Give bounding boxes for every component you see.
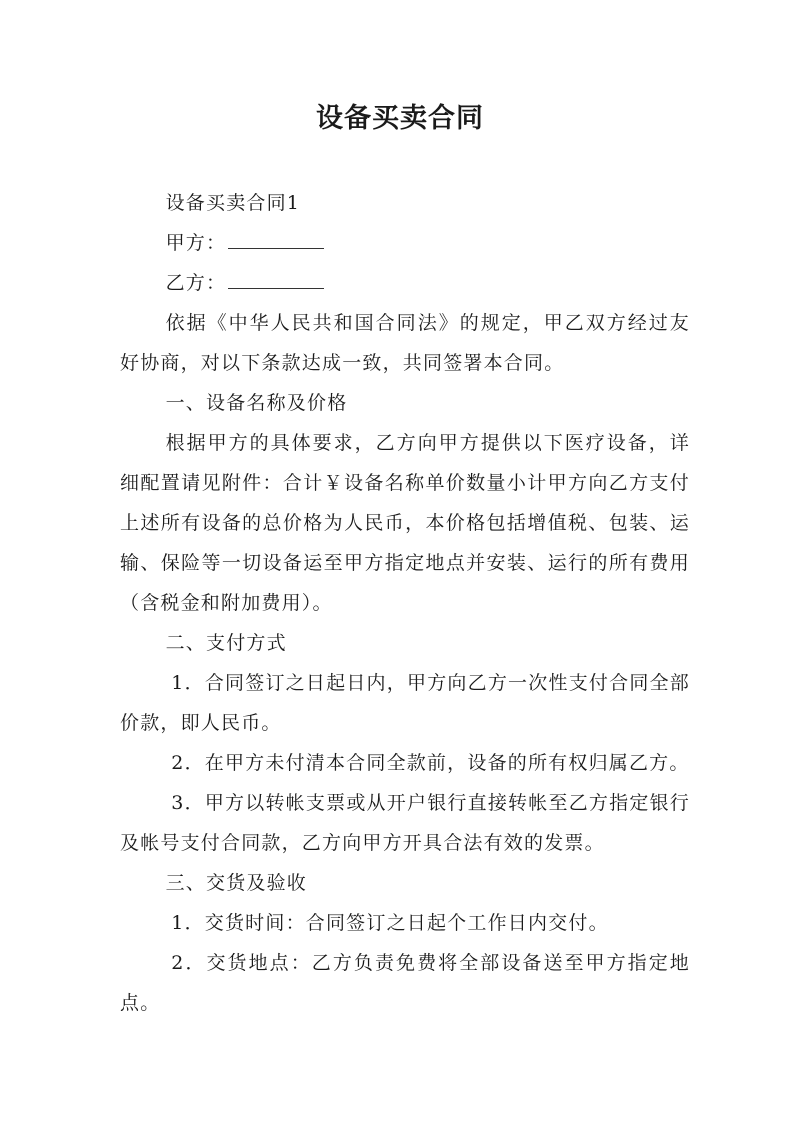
party-a-label: 甲方： bbox=[165, 232, 227, 254]
section2-item-2: 2．在甲方未付清本合同全款前，设备的所有权归属乙方。 bbox=[171, 752, 690, 774]
section2-item-1: 1．合同签订之日起日内，甲方向乙方一次性支付合同全部价款，即人民币。 bbox=[120, 672, 690, 734]
document-body bbox=[120, 183, 690, 1023]
party-a-blank bbox=[228, 230, 324, 249]
party-a-line bbox=[120, 223, 690, 263]
section3-item-2: 2．交货地点：乙方负责免费将全部设备送至甲方指定地点。 bbox=[120, 952, 690, 1014]
intro-paragraph: 依据《中华人民共和国合同法》的规定，甲乙双方经过友好协商，对以下条款达成一致，共同签署本合同。 bbox=[120, 312, 690, 374]
section1-heading: 一、设备名称及价格 bbox=[165, 392, 348, 414]
party-b-line bbox=[120, 263, 690, 303]
party-b-blank bbox=[228, 270, 324, 289]
contract-subtitle: 设备买卖合同1 bbox=[165, 192, 301, 214]
document-title: 设备买卖合同 bbox=[316, 103, 484, 134]
party-b-label: 乙方： bbox=[165, 272, 227, 294]
section3-heading: 三、交货及验收 bbox=[165, 872, 307, 894]
section2-heading: 二、支付方式 bbox=[165, 632, 287, 654]
section3-item-1: 1．交货时间：合同签订之日起个工作日内交付。 bbox=[171, 912, 609, 934]
section1-body: 根据甲方的具体要求，乙方向甲方提供以下医疗设备，详细配置请见附件：合计￥设备名称单价数量小计甲方向乙方支付上述所有设备的总价格为人民币，本价格包括增值税、包装、运输、保险等一切设备运至甲方指定地点并安装、运行的所有费用（含税金和附加费用）。 bbox=[120, 432, 690, 614]
section2-item-3: 3．甲方以转帐支票或从开户银行直接转帐至乙方指定银行及帐号支付合同款，乙方向甲方开具合法有效的发票。 bbox=[120, 792, 690, 854]
